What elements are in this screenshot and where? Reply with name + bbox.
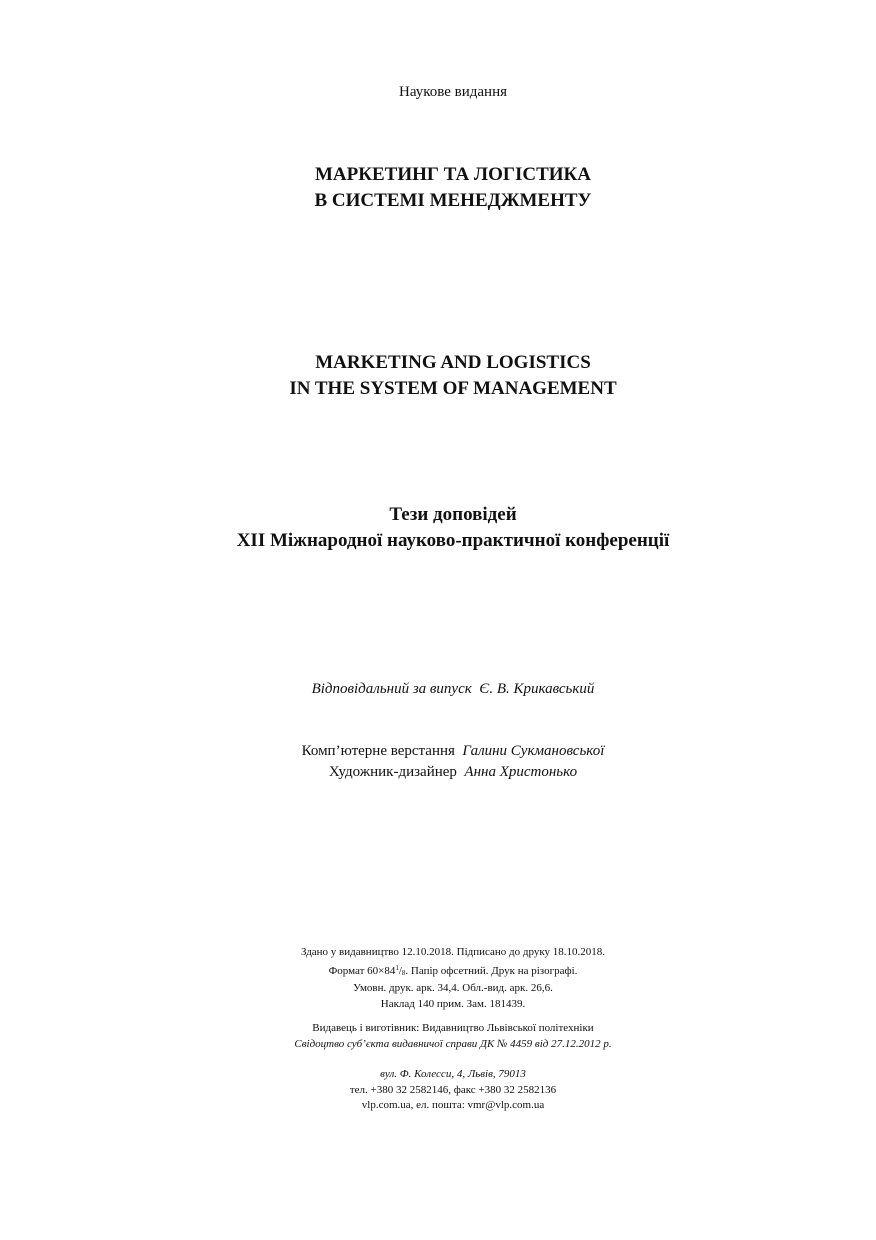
title-en-line-1: MARKETING AND LOGISTICS bbox=[315, 352, 591, 373]
imprint-details bbox=[0, 945, 876, 1012]
layout-label: Комп’ютерне верстання bbox=[301, 743, 455, 759]
responsible-label: Відповідальний за випуск bbox=[311, 681, 472, 697]
title-uk-line-2: В СИСТЕМІ МЕНЕДЖМЕНТУ bbox=[314, 190, 592, 211]
publication-type-text: Наукове видання bbox=[398, 84, 507, 100]
format-prefix: Формат 60×84 bbox=[328, 964, 396, 977]
layout-credit bbox=[0, 741, 876, 762]
responsible-editor bbox=[0, 681, 876, 698]
publisher-line-1: Видавець і виготівник: Видавництво Львівської політехніки bbox=[312, 1022, 594, 1034]
title-english bbox=[0, 350, 876, 402]
title-uk-line-1: МАРКЕТИНГ ТА ЛОГІСТИКА bbox=[314, 164, 592, 185]
conference-subtitle bbox=[0, 502, 876, 554]
publisher-address bbox=[0, 1067, 876, 1114]
imprint-line-3: Умовн. друк. арк. 34,4. Обл.-вид. арк. 26,6. bbox=[353, 982, 553, 994]
imprint-format-line: Формат $60\times 84^1/_8$. Папір офсетний. Друк на різографі. bbox=[328, 963, 578, 977]
address-street: вул. Ф. Колесси, 4, Львів, 79013 bbox=[380, 1068, 526, 1080]
title-ukrainian bbox=[0, 162, 876, 214]
responsible-name: Є. В. Крикавський bbox=[479, 681, 595, 697]
layout-name: Галини Сукмановської bbox=[462, 743, 605, 759]
designer-label: Художник-дизайнер bbox=[328, 764, 457, 780]
address-phone: тел. +380 32 2582146, факс +380 32 2582136 bbox=[349, 1083, 557, 1096]
imprint-line-1: Здано у видавництво 12.10.2018. Підписано до друку 18.10.2018. bbox=[300, 946, 606, 958]
subtitle-line-2: XII Міжнародної науково-практичної конференції bbox=[236, 530, 670, 551]
format-suffix: . Папір офсетний. Друк на різографі. bbox=[405, 964, 578, 977]
credits bbox=[0, 741, 876, 783]
designer-name: Анна Христонько bbox=[464, 764, 578, 780]
format-numerator: 1 bbox=[395, 963, 399, 972]
subtitle-line-1: Тези доповідей bbox=[389, 504, 517, 525]
address-web-email: vlp.com.ua, ел. пошта: vmr@vlp.com.ua bbox=[361, 1099, 545, 1111]
publication-type bbox=[0, 84, 876, 101]
publisher-certificate: Свідоцтво суб’єкта видавничої справи ДК № 4459 від 27.12.2012 р. bbox=[294, 1037, 612, 1050]
imprint-line-4: Наклад 140 прим. Зам. 181439. bbox=[380, 997, 526, 1010]
title-en-line-2: IN THE SYSTEM OF MANAGEMENT bbox=[289, 378, 617, 399]
format-denominator: 8 bbox=[401, 968, 406, 977]
publisher-info bbox=[0, 1021, 876, 1052]
designer-credit bbox=[0, 762, 876, 783]
